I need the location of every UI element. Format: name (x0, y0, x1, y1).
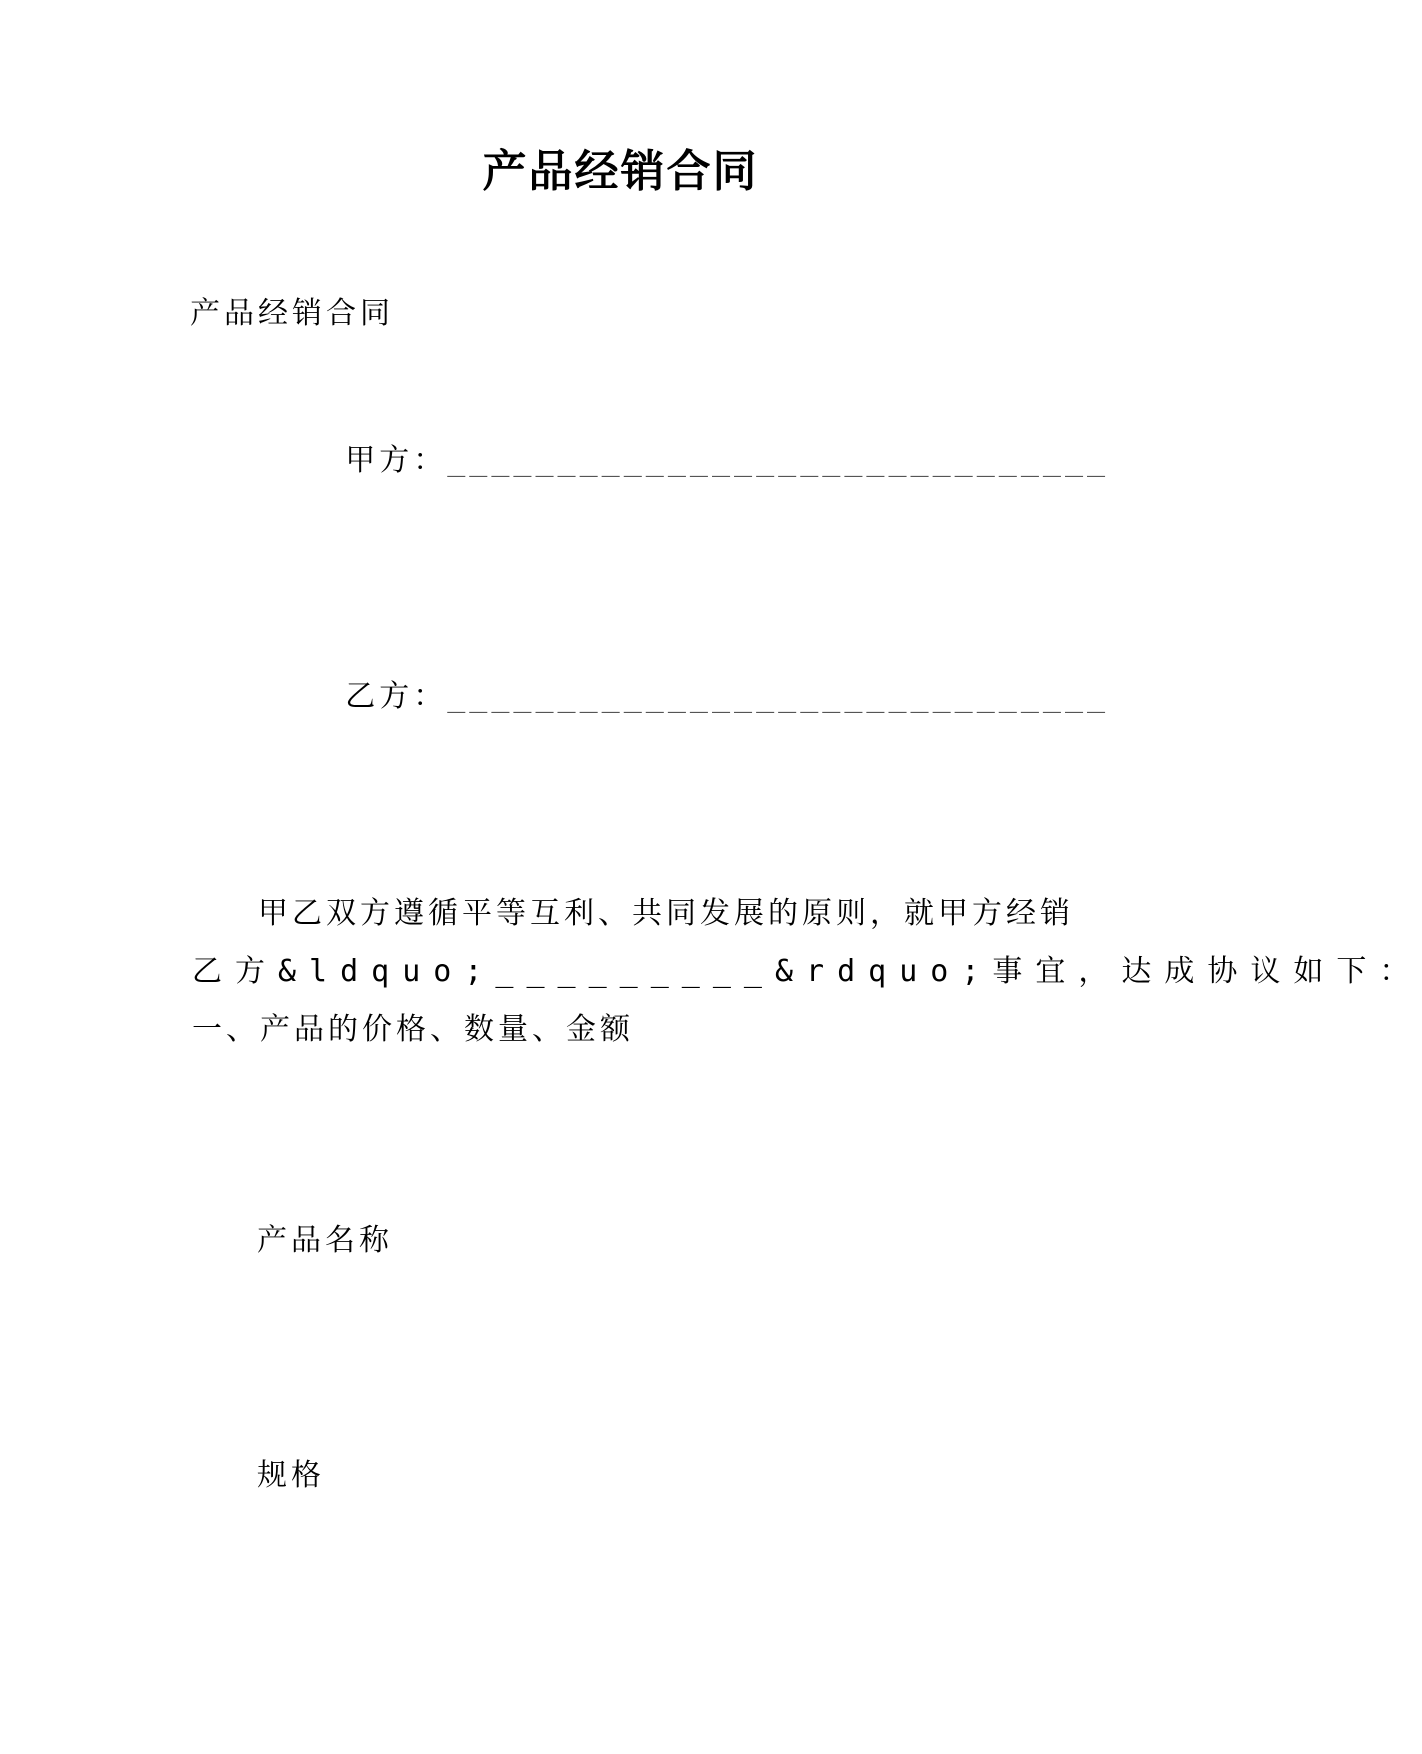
party-a-line (257, 416, 1109, 506)
agreement-paragraph (192, 885, 1422, 1059)
spec-label: 规格 (257, 1458, 325, 1493)
document-subtitle: 产品经销合同 (190, 296, 394, 331)
document-title: 产品经销合同 (482, 146, 759, 197)
party-b-label: 乙方： (345, 679, 448, 714)
party-b-line (257, 652, 1109, 742)
agreement-line-1: 甲乙双方遵循平等互利、共同发展的原则，就甲方经销 (258, 896, 1074, 931)
agreement-line-2: 乙方&ldquo;_________&rdquo;事宜，达成协议如下： (192, 954, 1422, 989)
party-b-blank: ______________________________ (447, 679, 1110, 714)
section-heading-price: 一、产品的价格、数量、金额 (192, 1012, 634, 1047)
product-name-label: 产品名称 (257, 1223, 393, 1258)
party-a-label: 甲方： (345, 443, 448, 478)
party-a-blank: ______________________________ (447, 443, 1110, 478)
